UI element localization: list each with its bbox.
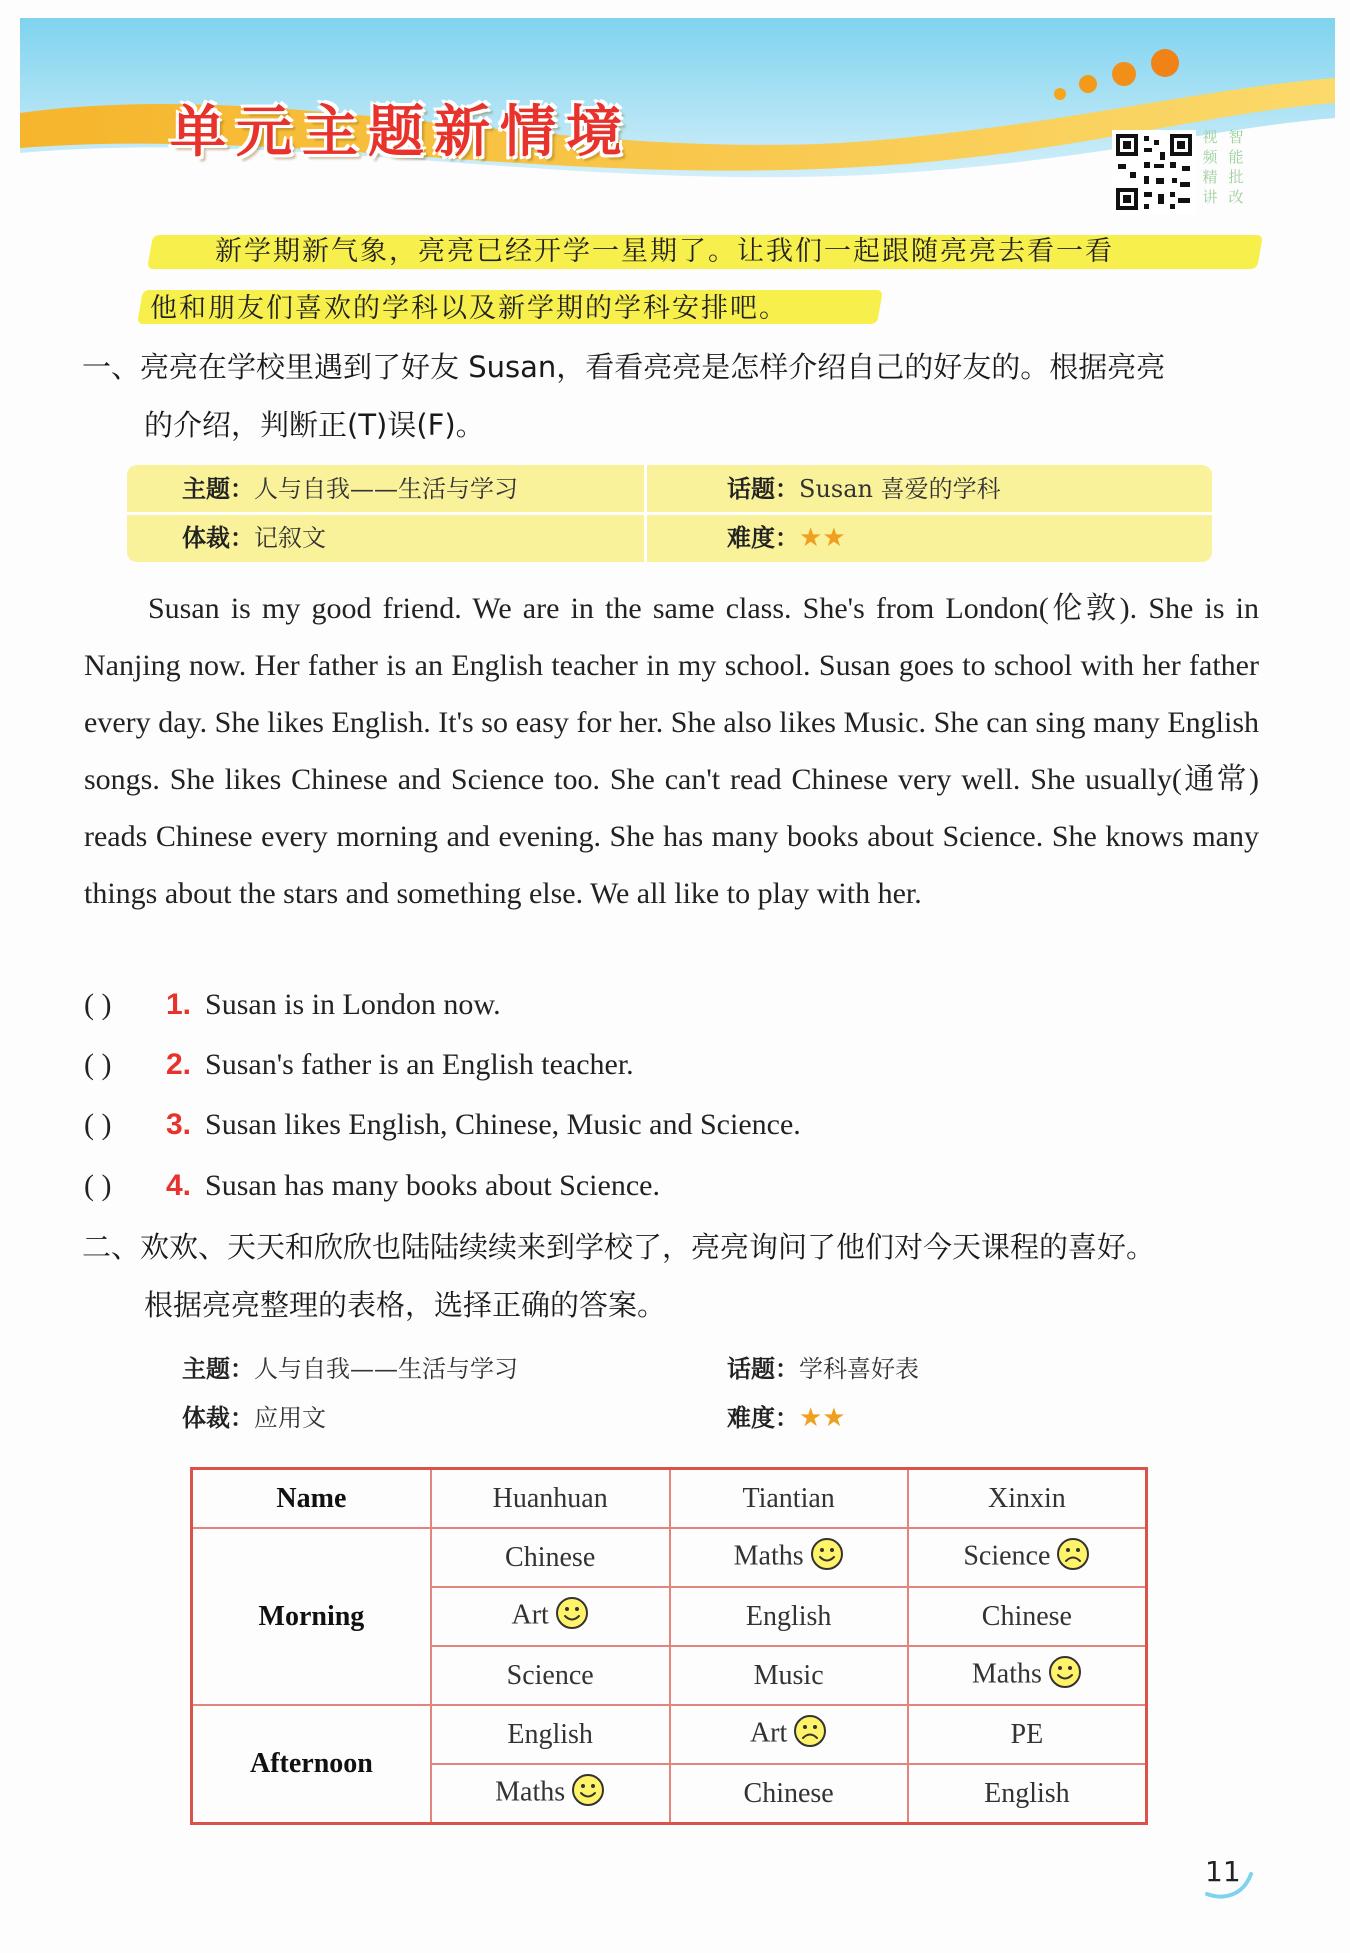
- topic-label: 话题：: [727, 1355, 799, 1383]
- side-char: 智: [1228, 128, 1244, 146]
- intro-line-1: 新学期新气象，亮亮已经开学一星期了。让我们一起跟随亮亮去看一看: [215, 236, 1114, 267]
- afternoon-label: Afternoon: [192, 1705, 431, 1824]
- subject-cell: [670, 1705, 908, 1764]
- theme-label: 主题：: [182, 475, 254, 503]
- subject-cell: [908, 1528, 1147, 1587]
- genre-row: [182, 1394, 326, 1442]
- difficulty-label: 难度：: [727, 1404, 799, 1432]
- page-number: 11: [1205, 1855, 1241, 1888]
- theme-label: 主题：: [182, 1355, 254, 1383]
- topic-value: Susan 喜爱的学科: [799, 475, 1001, 503]
- side-char: 精: [1202, 168, 1218, 186]
- smiley-face-icon: [1048, 1655, 1082, 1697]
- genre-value: 应用文: [254, 1404, 326, 1432]
- subject-cell: [908, 1764, 1147, 1824]
- genre-label: 体裁：: [182, 524, 254, 552]
- part2-heading-line2: 根据亮亮整理的表格，选择正确的答案。: [144, 1288, 667, 1322]
- passage-text: Susan is my good friend. We are in the same class. She's from London(伦敦). She is in Nanjing now. Her father is an English teacher in my school. Susan goes to school with her father every day. She likes English. It's so easy for her. She also likes Music. She can sing many English songs. She likes Chinese and Science too. She can't read Chinese very well. She usually(通常) reads Chinese every morning and evening. She has many books about Science. She knows many things about the stars and something else. We all like to play with her.: [84, 592, 1259, 910]
- subject-cell: [670, 1587, 908, 1646]
- side-char: 批: [1228, 168, 1244, 186]
- name-header: Name: [192, 1469, 431, 1529]
- subject: English: [507, 1718, 593, 1750]
- subject: Maths: [733, 1539, 804, 1571]
- subject-cell: [431, 1587, 670, 1646]
- subject-cell: [670, 1764, 908, 1824]
- subject-cell: [431, 1764, 670, 1824]
- unit-title: 单元主题新情境: [170, 100, 632, 165]
- answer-blank[interactable]: ( ): [84, 1048, 112, 1081]
- page-curve-icon: [1205, 1870, 1255, 1900]
- question-text: Susan's father is an English teacher.: [205, 1048, 634, 1081]
- topic-row: [727, 1345, 919, 1393]
- subject: Chinese: [981, 1600, 1072, 1632]
- smart-grading-label: [1197, 127, 1249, 207]
- question-item: [84, 985, 501, 1025]
- part2-heading: [82, 1218, 1272, 1334]
- subject: Art: [511, 1598, 549, 1630]
- question-item: [84, 1045, 634, 1085]
- part1-info-box: [127, 465, 1212, 562]
- morning-label: Morning: [192, 1528, 431, 1705]
- table-row: [192, 1528, 1147, 1587]
- subject-preference-table: [190, 1467, 1148, 1825]
- subject-cell: [908, 1705, 1147, 1764]
- question-text: Susan has many books about Science.: [205, 1169, 660, 1202]
- part1-heading-line1: 一、亮亮在学校里遇到了好友 Susan，看看亮亮是怎样介绍自己的好友的。根据亮亮: [82, 350, 1166, 384]
- subject: Chinese: [505, 1541, 596, 1573]
- qr-code-icon: [1112, 130, 1196, 214]
- difficulty-row: [727, 514, 846, 562]
- star-icon: ★★: [799, 1403, 846, 1433]
- genre-label: 体裁：: [182, 1404, 254, 1432]
- reading-passage: [84, 580, 1259, 922]
- theme-row: [182, 465, 518, 513]
- person-name: Tiantian: [670, 1469, 908, 1529]
- question-item: [84, 1166, 660, 1206]
- subject-cell: [431, 1705, 670, 1764]
- sad-face-icon: [793, 1714, 827, 1756]
- subject: Art: [749, 1716, 788, 1748]
- side-char: 视: [1202, 128, 1218, 146]
- difficulty-label: 难度：: [727, 524, 799, 552]
- theme-row: [182, 1345, 518, 1393]
- subject-cell: [431, 1528, 670, 1587]
- subject: PE: [1010, 1718, 1044, 1750]
- genre-value: 记叙文: [254, 524, 326, 552]
- side-char: 能: [1228, 148, 1244, 166]
- person-name: Xinxin: [908, 1469, 1147, 1529]
- part1-heading-line2: 的介绍，判断正(T)误(F)。: [144, 408, 485, 442]
- smiley-face-icon: [555, 1596, 589, 1638]
- question-text: Susan likes English, Chinese, Music and Science.: [205, 1108, 801, 1141]
- theme-value: 人与自我——生活与学习: [254, 1355, 518, 1383]
- subject-cell: [908, 1587, 1147, 1646]
- side-char: 频: [1202, 148, 1218, 166]
- part2-info-box: [127, 1345, 1212, 1442]
- subject: English: [984, 1777, 1070, 1809]
- smiley-face-icon: [810, 1537, 844, 1579]
- intro-line-2: 他和朋友们喜欢的学科以及新学期的学科安排吧。: [150, 293, 788, 324]
- question-number: 3.: [166, 1108, 192, 1141]
- part1-heading: [82, 338, 1272, 454]
- smiley-face-icon: [571, 1773, 605, 1815]
- sad-face-icon: [1056, 1537, 1090, 1579]
- theme-value: 人与自我——生活与学习: [254, 475, 518, 503]
- question-number: 4.: [166, 1169, 192, 1202]
- subject-cell: [670, 1646, 908, 1705]
- side-char: 讲: [1202, 188, 1218, 206]
- subject: English: [745, 1600, 832, 1632]
- person-name: Huanhuan: [431, 1469, 670, 1529]
- table-row: [192, 1705, 1147, 1764]
- table-header-row: [192, 1469, 1147, 1529]
- answer-blank[interactable]: ( ): [84, 1169, 112, 1202]
- difficulty-row: [727, 1394, 846, 1442]
- question-text: Susan is in London now.: [205, 988, 501, 1021]
- subject-cell: [908, 1646, 1147, 1705]
- subject: Maths: [971, 1657, 1042, 1689]
- question-number: 1.: [166, 988, 192, 1021]
- topic-value: 学科喜好表: [799, 1355, 919, 1383]
- question-item: [84, 1105, 801, 1145]
- subject: Music: [753, 1659, 824, 1691]
- subject: Science: [963, 1539, 1051, 1571]
- subject: Maths: [495, 1775, 566, 1807]
- subject: Science: [506, 1659, 594, 1691]
- side-char: 改: [1228, 188, 1244, 206]
- answer-blank[interactable]: ( ): [84, 1108, 112, 1141]
- answer-blank[interactable]: ( ): [84, 988, 112, 1021]
- star-icon: ★★: [799, 523, 846, 553]
- topic-label: 话题：: [727, 475, 799, 503]
- genre-row: [182, 514, 326, 562]
- topic-row: [727, 465, 1001, 513]
- subject-cell: [670, 1528, 908, 1587]
- subject-cell: [431, 1646, 670, 1705]
- subject: Chinese: [743, 1777, 834, 1809]
- part2-heading-line1: 二、欢欢、天天和欣欣也陆陆续续来到学校了，亮亮询问了他们对今天课程的喜好。: [82, 1230, 1156, 1264]
- question-number: 2.: [166, 1048, 192, 1081]
